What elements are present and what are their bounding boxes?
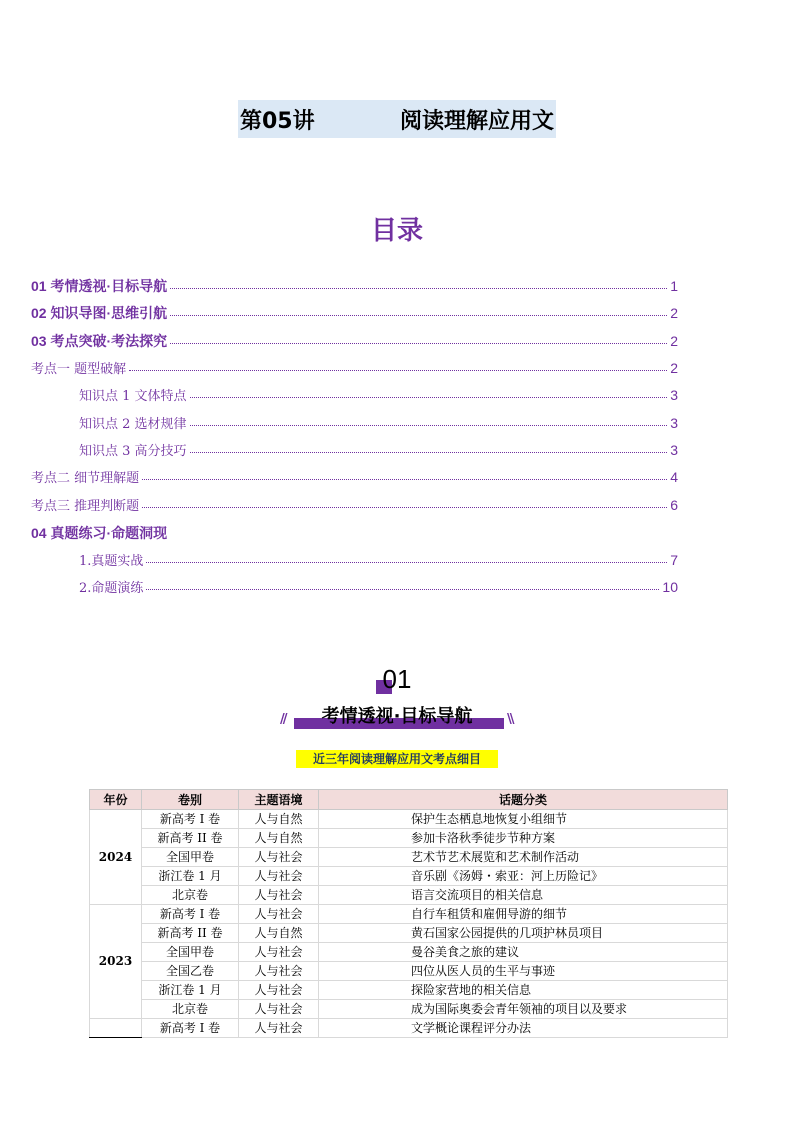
decor-slash-left: // (280, 712, 286, 727)
theme-cell: 人与社会 (239, 886, 319, 905)
toc-entry-label: 考点一 题型破解 (31, 362, 127, 377)
table-row (90, 1000, 728, 1019)
theme-cell: 人与自然 (239, 810, 319, 829)
topic-cell: 曼谷美食之旅的建议 (319, 943, 728, 962)
toc-entry[interactable] (31, 496, 678, 514)
topic-cell: 语言交流项目的相关信息 (319, 886, 728, 905)
theme-cell: 人与社会 (239, 943, 319, 962)
topic-cell: 成为国际奥委会青年领袖的项目以及要求 (319, 1000, 728, 1019)
toc-entry-label: 1.真题实战 (79, 554, 144, 569)
toc-entry-page: 2 (670, 305, 678, 321)
toc-entry-page: 6 (670, 497, 678, 513)
table-caption: 近三年阅读理解应用文考点细目 (296, 750, 498, 768)
topic-cell: 自行车租赁和雇佣导游的细节 (319, 905, 728, 924)
exam-topics-table (89, 789, 728, 1038)
year-cell (90, 1019, 142, 1038)
lecture-title-band (238, 100, 556, 138)
toc-leader-dots (146, 579, 659, 590)
table-row (90, 886, 728, 905)
toc-entry-label: 04 真题练习·命题洞现 (31, 525, 168, 541)
toc-entry[interactable] (31, 304, 678, 322)
table-row (90, 962, 728, 981)
section-number: 01 (382, 664, 412, 694)
toc-entry-page: 2 (670, 360, 678, 376)
toc-entry[interactable] (79, 386, 678, 404)
toc-entry-page: 7 (670, 552, 678, 568)
toc-leader-dots (190, 442, 668, 453)
table-row (90, 943, 728, 962)
toc-entry[interactable] (79, 414, 678, 432)
table-row (90, 810, 728, 829)
theme-cell: 人与社会 (239, 867, 319, 886)
table-row (90, 1019, 728, 1038)
table-row (90, 981, 728, 1000)
toc-entry-label: 考点二 细节理解题 (31, 471, 140, 486)
topic-cell: 探险家营地的相关信息 (319, 981, 728, 1000)
theme-cell: 人与社会 (239, 981, 319, 1000)
paper-cell: 浙江卷 1 月 (142, 867, 239, 886)
toc-entry[interactable] (31, 359, 678, 377)
table-header-row (90, 790, 728, 810)
paper-cell: 北京卷 (142, 886, 239, 905)
decor-slash-right: \\ (507, 712, 513, 727)
theme-cell: 人与社会 (239, 848, 319, 867)
paper-cell: 全国甲卷 (142, 943, 239, 962)
toc-entry-page: 1 (670, 278, 678, 294)
header-topic: 话题分类 (319, 790, 728, 810)
toc-entry-page: 10 (662, 579, 678, 595)
year-cell: 2024 (90, 810, 142, 905)
toc-leader-dots (190, 415, 668, 426)
table-row (90, 829, 728, 848)
toc-leader-dots (170, 333, 667, 344)
table-row (90, 848, 728, 867)
toc-entry-label: 知识点 1 文体特点 (79, 389, 187, 404)
paper-cell: 北京卷 (142, 1000, 239, 1019)
theme-cell: 人与自然 (239, 829, 319, 848)
header-theme: 主题语境 (239, 790, 319, 810)
topic-cell: 文学概论课程评分办法 (319, 1019, 728, 1038)
toc-entry[interactable] (31, 524, 678, 542)
paper-cell: 新高考 I 卷 (142, 905, 239, 924)
header-paper: 卷别 (142, 790, 239, 810)
toc-entry-label: 知识点 2 选材规律 (79, 417, 187, 432)
topic-cell: 艺术节艺术展览和艺术制作活动 (319, 848, 728, 867)
topic-cell: 参加卡洛秋季徒步节种方案 (319, 829, 728, 848)
topic-cell: 保护生态栖息地恢复小组细节 (319, 810, 728, 829)
table-row (90, 905, 728, 924)
paper-cell: 全国乙卷 (142, 962, 239, 981)
toc-entry[interactable] (31, 277, 678, 295)
toc-entry-label: 01 考情透视·目标导航 (31, 278, 168, 294)
lecture-title: 阅读理解应用文 (399, 108, 554, 134)
section-title: 考情透视·目标导航 (321, 706, 473, 727)
year-cell: 2023 (90, 905, 142, 1019)
topic-cell: 音乐剧《汤姆・索亚：河上历险记》 (319, 867, 728, 886)
paper-cell: 新高考 I 卷 (142, 810, 239, 829)
theme-cell: 人与社会 (239, 962, 319, 981)
toc-entry-page: 3 (670, 387, 678, 403)
theme-cell: 人与社会 (239, 905, 319, 924)
lecture-number: 第05讲 (240, 108, 315, 134)
toc-entry-label: 考点三 推理判断题 (31, 499, 140, 514)
theme-cell: 人与自然 (239, 924, 319, 943)
topic-cell: 四位从医人员的生平与事迹 (319, 962, 728, 981)
paper-cell: 全国甲卷 (142, 848, 239, 867)
toc-entry[interactable] (79, 551, 678, 569)
paper-cell: 新高考 I 卷 (142, 1019, 239, 1038)
toc-entry-label: 知识点 3 高分技巧 (79, 444, 187, 459)
paper-cell: 新高考 II 卷 (142, 924, 239, 943)
paper-cell: 新高考 II 卷 (142, 829, 239, 848)
toc-entry-page: 2 (670, 333, 678, 349)
toc-entry-page: 3 (670, 442, 678, 458)
toc-heading: 目录 (370, 216, 423, 246)
toc-entry-page: 4 (670, 469, 678, 485)
table-row (90, 924, 728, 943)
toc-entry[interactable] (31, 468, 678, 486)
toc-entry[interactable] (31, 332, 678, 350)
toc-leader-dots (146, 552, 667, 563)
toc-leader-dots (142, 469, 667, 480)
toc-leader-dots (170, 278, 667, 289)
toc-leader-dots (129, 360, 667, 371)
toc-entry-page: 3 (670, 415, 678, 431)
toc-entry-label: 2.命题演练 (79, 581, 144, 596)
toc-leader-dots (190, 387, 668, 398)
theme-cell: 人与社会 (239, 1000, 319, 1019)
header-year: 年份 (90, 790, 142, 810)
toc-leader-dots (142, 497, 667, 508)
topic-cell: 黄石国家公园提供的几项护林员项目 (319, 924, 728, 943)
toc-leader-dots (170, 305, 667, 316)
theme-cell: 人与社会 (239, 1019, 319, 1038)
toc-entry-label: 03 考点突破·考法探究 (31, 333, 168, 349)
toc-entry[interactable] (79, 441, 678, 459)
table-row (90, 867, 728, 886)
paper-cell: 浙江卷 1 月 (142, 981, 239, 1000)
toc-entry[interactable] (79, 578, 678, 596)
toc-entry-label: 02 知识导图·思维引航 (31, 305, 168, 321)
